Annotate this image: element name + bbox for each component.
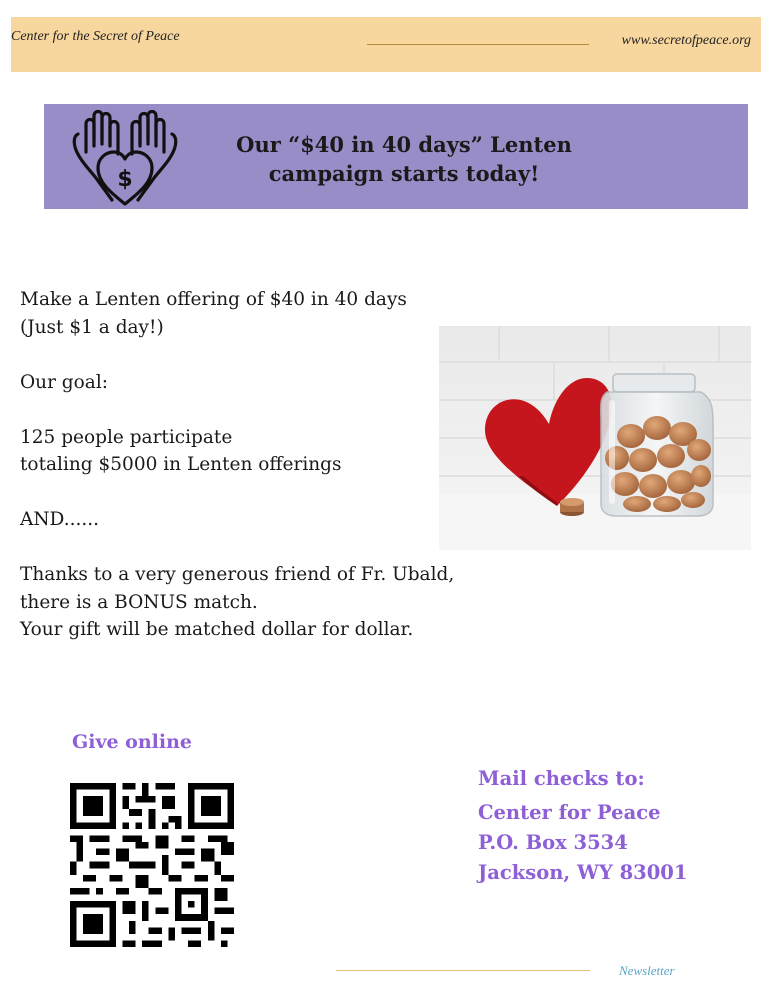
organization-name: Center for the Secret of Peace	[11, 29, 180, 44]
header-bar	[11, 17, 761, 72]
goal-heading: Our goal:	[20, 371, 108, 393]
mail-heading: Mail checks to:	[478, 767, 645, 790]
svg-text:$: $	[117, 167, 133, 192]
match-line-2: there is a BONUS match.	[20, 591, 258, 613]
qr-code-icon[interactable]	[70, 783, 234, 947]
mail-city: Jackson, WY 83001	[478, 861, 688, 884]
goal-participants: 125 people participate	[20, 426, 233, 448]
hands-heart-dollar-icon	[66, 108, 184, 206]
give-online-label: Give online	[72, 731, 193, 753]
footer-newsletter-label: Newsletter	[619, 963, 675, 978]
banner-title-line2: campaign starts today!	[268, 161, 540, 186]
website-url[interactable]: www.secretofpeace.org	[621, 33, 751, 48]
campaign-banner	[44, 104, 748, 209]
daily-amount-line: (Just $1 a day!)	[20, 316, 164, 338]
banner-title-line1: Our “$40 in 40 days” Lenten	[236, 132, 572, 157]
goal-total: totaling $5000 in Lenten offerings	[20, 454, 342, 475]
offering-line: Make a Lenten offering of $40 in 40 days	[20, 289, 407, 310]
mail-checks-block	[478, 764, 687, 888]
header-divider	[367, 44, 589, 45]
match-line-1: Thanks to a very generous friend of Fr. Ubald,	[20, 564, 455, 585]
mail-po-box: P.O. Box 3534	[478, 831, 628, 854]
footer-divider	[336, 970, 590, 971]
match-line-3: Your gift will be matched dollar for dollar.	[20, 619, 414, 640]
and-line: AND......	[20, 509, 100, 530]
banner-title	[214, 130, 594, 188]
heart-coin-jar-photo	[439, 326, 751, 550]
mail-recipient: Center for Peace	[478, 801, 661, 824]
